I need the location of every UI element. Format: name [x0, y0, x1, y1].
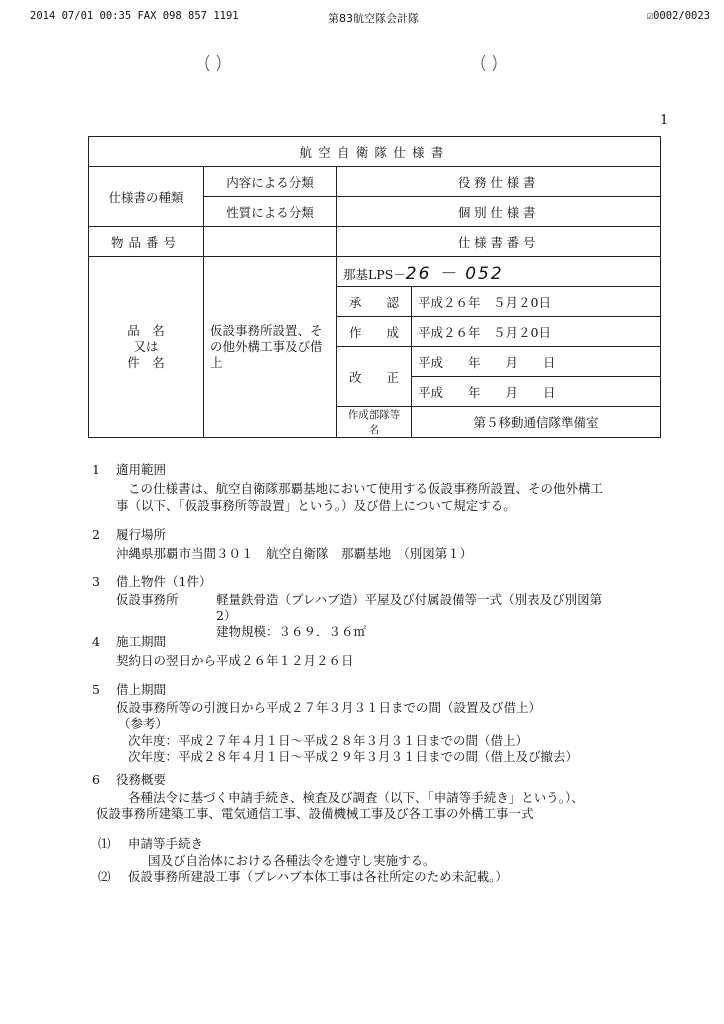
fax-header-right: ☑0002/0023 — [646, 10, 710, 22]
creating-unit-label: 作成部隊等名 — [337, 407, 412, 438]
section-6-text: 各種法令に基づく申請手続き、検査及び調査（以下、「申請等手続き」という。）、 — [128, 790, 584, 805]
item-number-value — [204, 227, 337, 257]
subsection-number: ⑵ — [98, 869, 111, 884]
section-title: 借上期間 — [116, 682, 167, 697]
spec-table — [88, 136, 661, 438]
spec-type-label: 仕様書の種類 — [89, 167, 204, 227]
by-content-value: 役務仕様書 — [337, 167, 661, 197]
section-title: 役務概要 — [116, 772, 167, 787]
item-name-label-line: 品 名 — [127, 323, 165, 338]
created-label: 作 成 — [337, 317, 412, 347]
section-3-text: 建物規模：３６９．３６㎡ — [216, 624, 367, 639]
spec-number-handwritten: 26 － 052 — [405, 264, 504, 284]
section-title: 履行場所 — [116, 527, 167, 542]
section-number: 3 — [92, 574, 100, 589]
section-4-text: 契約日の翌日から平成２６年１２月２６日 — [116, 653, 354, 668]
revision-label: 改 正 — [337, 347, 412, 407]
section-number: 4 — [92, 634, 100, 649]
subsection-title: 仮設事務所建設工事（プレハブ本体工事は各社所定のため未記載。） — [128, 869, 508, 884]
approval-date: 平成２６年 ５月２0日 — [412, 287, 661, 317]
by-nature-label: 性質による分類 — [204, 197, 337, 227]
section-5-text: 次年度：平成２７年４月１日～平成２８年３月３１日までの間（借上） — [128, 733, 529, 748]
item-name-label-line: 又は — [133, 339, 159, 354]
section-number: 6 — [92, 772, 100, 787]
punch-hole-icon — [202, 52, 224, 74]
spec-number-prefix: 那基LPS－ — [343, 267, 406, 282]
creating-unit-value: 第５移動通信隊準備室 — [412, 407, 661, 438]
section-title: 施工期間 — [116, 634, 167, 649]
spec-title: 航空自衛隊仕様書 — [89, 137, 661, 167]
item-name-label-line: 件 名 — [127, 355, 165, 370]
subsection-number: ⑴ — [98, 836, 111, 851]
section-3-text: 2） — [216, 608, 237, 623]
by-content-label: 内容による分類 — [204, 167, 337, 197]
section-number: 1 — [92, 462, 100, 477]
approval-label: 承 認 — [337, 287, 412, 317]
revision-date-2: 平成 年 月 日 — [412, 377, 661, 407]
section-3-item-label: 仮設事務所 — [116, 592, 179, 607]
page-number: 1 — [660, 113, 669, 128]
item-number-label: 物品番号 — [89, 227, 204, 257]
created-date: 平成２６年 ５月２0日 — [412, 317, 661, 347]
item-name-label — [89, 257, 204, 438]
item-name-value: 仮設事務所設置、その他外構工事及び借上 — [204, 257, 337, 438]
section-5-text: （参考） — [118, 716, 169, 731]
fax-header-center: 第83航空隊会計隊 — [328, 12, 419, 25]
fax-header-left: 2014 07/01 00:35 FAX 098 857 1191 — [30, 10, 239, 22]
section-title: 借上物件（1件） — [116, 574, 212, 589]
revision-date-1: 平成 年 月 日 — [412, 347, 661, 377]
spec-number-value — [337, 257, 661, 287]
section-3-text: 軽量鉄骨造（プレハブ造）平屋及び付属設備等一式（別表及び別図第 — [216, 592, 603, 607]
section-number: 2 — [92, 527, 100, 542]
section-title: 適用範囲 — [116, 462, 167, 477]
section-6-text: 仮設事務所建築工事、電気通信工事、設備機械工事及び各工事の外構工事一式 — [96, 806, 534, 821]
section-5-text: 仮設事務所等の引渡日から平成２７年３月３１日までの間（設置及び借上） — [116, 700, 542, 715]
section-number: 5 — [92, 682, 100, 697]
spec-number-label: 仕様書番号 — [337, 227, 661, 257]
section-5-text: 次年度：平成２８年４月１日～平成２９年３月３１日までの間（借上及び撤去） — [128, 749, 579, 764]
subsection-title: 申請等手続き — [128, 836, 204, 851]
subsection-text: 国及び自治体における各種法令を遵守し実施する。 — [148, 853, 436, 868]
section-1-text: 事（以下、「仮設事務所等設置」という。）及び借上について規定する。 — [116, 498, 516, 513]
punch-hole-icon — [478, 52, 500, 74]
section-2-text: 沖縄県那覇市当間３０１ 航空自衛隊 那覇基地 （別図第１） — [116, 546, 473, 561]
section-1-text: この仕様書は、航空自衛隊那覇基地において使用する仮設事務所設置、その他外構工 — [128, 481, 604, 496]
by-nature-value: 個別仕様書 — [337, 197, 661, 227]
